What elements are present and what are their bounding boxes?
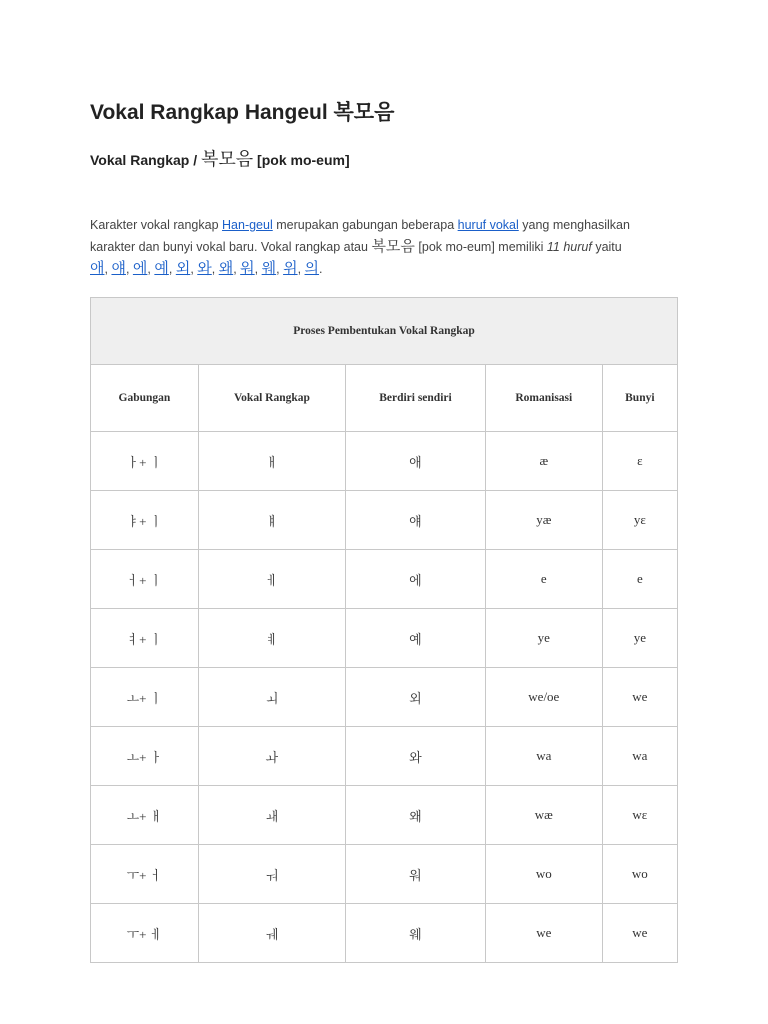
separator: ,: [276, 262, 284, 276]
table-body: [91, 432, 678, 963]
table-cell: ɛ: [602, 432, 677, 491]
table-cell: ye: [485, 609, 602, 668]
table-cell: ㅑ+ ㅣ: [91, 491, 199, 550]
vowel-table: [90, 297, 678, 963]
vowel-link[interactable]: 왜: [218, 260, 234, 277]
table-row: [91, 668, 678, 727]
table-cell: yæ: [485, 491, 602, 550]
table-cell: wæ: [485, 786, 602, 845]
table-cell: 워: [345, 845, 485, 904]
vowel-count: 11 huruf: [546, 240, 592, 254]
paragraph-text: [pok mo-eum] memiliki: [414, 240, 547, 254]
table-cell: ㅗ+ ㅐ: [91, 786, 199, 845]
vowel-link[interactable]: 의: [304, 260, 320, 277]
intro-paragraph: [90, 214, 650, 280]
vowel-link-list: [90, 262, 323, 276]
table-cell: ㅜ+ ㅔ: [91, 904, 199, 963]
table-caption: Proses Pembentukan Vokal Rangkap: [91, 298, 678, 365]
vowel-link[interactable]: 위: [283, 260, 298, 277]
vowel-link[interactable]: 예: [154, 260, 169, 277]
table-cell: ㅝ: [198, 845, 345, 904]
table-cell: 웨: [345, 904, 485, 963]
vowel-link[interactable]: 와: [197, 260, 212, 277]
table-cell: æ: [485, 432, 602, 491]
table-cell: ㅖ: [198, 609, 345, 668]
table-cell: we/oe: [485, 668, 602, 727]
page-title: Vokal Rangkap Hangeul 복모음: [90, 101, 395, 124]
separator: ,: [190, 262, 198, 276]
table-cell: ㅗ+ ㅣ: [91, 668, 199, 727]
subtitle-prefix: Vokal Rangkap /: [90, 152, 201, 168]
column-header: Berdiri sendiri: [345, 365, 485, 432]
link-han-geul[interactable]: Han-geul: [222, 218, 273, 232]
separator: ,: [254, 262, 262, 276]
separator: ,: [125, 262, 133, 276]
table-row: [91, 550, 678, 609]
table-cell: ㅗ+ ㅏ: [91, 727, 199, 786]
table-cell: ㅘ: [198, 727, 345, 786]
vowel-link[interactable]: 웨: [261, 260, 277, 277]
table-row: [91, 904, 678, 963]
table-cell: 얘: [345, 491, 485, 550]
section-subtitle: [90, 145, 350, 171]
table-cell: ㅜ+ ㅓ: [91, 845, 199, 904]
column-header: Gabungan: [91, 365, 199, 432]
table-cell: wɛ: [602, 786, 677, 845]
separator: .: [319, 262, 323, 276]
table-cell: yɛ: [602, 491, 677, 550]
table-cell: 왜: [345, 786, 485, 845]
table-cell: ㅔ: [198, 550, 345, 609]
vowel-link[interactable]: 워: [240, 260, 255, 277]
table-cell: e: [485, 550, 602, 609]
table-row: [91, 786, 678, 845]
vowel-link[interactable]: 애: [90, 260, 105, 277]
separator: ,: [297, 262, 305, 276]
subtitle-korean: 복모음: [201, 149, 254, 169]
vowel-link[interactable]: 외: [175, 260, 191, 277]
table-cell: wa: [602, 727, 677, 786]
table-cell: 에: [345, 550, 485, 609]
separator: ,: [168, 262, 176, 276]
table-cell: we: [602, 904, 677, 963]
table-cell: we: [485, 904, 602, 963]
table-cell: ㅏ+ ㅣ: [91, 432, 199, 491]
table-cell: e: [602, 550, 677, 609]
table-row: [91, 727, 678, 786]
link-huruf-vokal[interactable]: huruf vokal: [457, 218, 519, 232]
column-header: Romanisasi: [485, 365, 602, 432]
paragraph-korean: 복모음: [371, 238, 415, 255]
table-cell: ㅐ: [198, 432, 345, 491]
table-cell: we: [602, 668, 677, 727]
table-cell: ye: [602, 609, 677, 668]
subtitle-suffix: [pok mo-eum]: [253, 152, 350, 168]
column-header: Vokal Rangkap: [198, 365, 345, 432]
table-row: [91, 845, 678, 904]
table-row: [91, 491, 678, 550]
paragraph-text: yang menghasilkan karakter dan bunyi vokal baru. Vokal rangkap atau: [90, 218, 630, 254]
table-row: [91, 609, 678, 668]
separator: ,: [233, 262, 241, 276]
separator: ,: [104, 262, 112, 276]
column-header: Bunyi: [602, 365, 677, 432]
table-cell: wa: [485, 727, 602, 786]
table-cell: ㅕ+ ㅣ: [91, 609, 199, 668]
table-cell: 와: [345, 727, 485, 786]
table-row: [91, 432, 678, 491]
table-cell: ㅙ: [198, 786, 345, 845]
table-cell: ㅓ+ ㅣ: [91, 550, 199, 609]
table-cell: wo: [485, 845, 602, 904]
table-cell: wo: [602, 845, 677, 904]
separator: ,: [147, 262, 155, 276]
paragraph-text: yaitu: [591, 240, 622, 254]
table-cell: 외: [345, 668, 485, 727]
table-cell: ㅒ: [198, 491, 345, 550]
vowel-link[interactable]: 얘: [111, 260, 126, 277]
table-cell: 애: [345, 432, 485, 491]
paragraph-text: Karakter vokal rangkap: [90, 218, 223, 232]
separator: ,: [211, 262, 219, 276]
table-cell: 예: [345, 609, 485, 668]
table-cell: ㅚ: [198, 668, 345, 727]
table-cell: ㅞ: [198, 904, 345, 963]
paragraph-text: merupakan gabungan beberapa: [272, 218, 458, 232]
vowel-link[interactable]: 에: [132, 260, 148, 277]
